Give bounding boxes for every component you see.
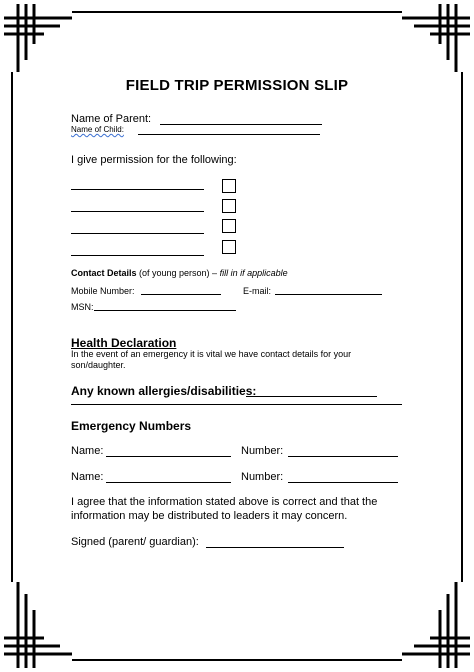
agreement-line1: I agree that the information stated above is correct and that the [71,496,378,508]
emergency-number-field[interactable] [288,456,398,457]
signature-field[interactable] [206,547,344,548]
mobile-field[interactable] [141,294,221,295]
health-declaration-heading: Health Declaration [71,336,177,350]
child-name-label: Name of Child: [71,125,124,134]
permission-line[interactable] [71,255,204,256]
contact-subtitle: (of young person) – [136,268,220,278]
health-text-line2: son/daughter. [71,360,126,370]
contact-note: fill in if applicable [219,268,288,278]
permission-checkbox[interactable] [222,240,236,254]
msn-label: MSN: [71,302,94,312]
permission-line[interactable] [71,233,204,234]
permission-line[interactable] [71,189,204,190]
emergency-number-field[interactable] [288,482,398,483]
emergency-number-label: Number: [241,445,284,457]
health-text-line1: In the event of an emergency it is vital we have contact details for your [71,349,352,359]
page-title: FIELD TRIP PERMISSION SLIP [125,77,349,94]
permission-checkbox[interactable] [222,179,236,193]
parent-name-field[interactable] [160,124,322,125]
contact-heading-text: Contact Details [71,268,137,278]
permission-checkbox[interactable] [222,219,236,233]
agreement-line2: information may be distributed to leaders it may concern. [71,510,348,522]
contact-details-heading [71,268,288,278]
emergency-name-field[interactable] [106,456,231,457]
email-label: E-mail: [243,286,272,296]
parent-name-label: Name of Parent: [71,113,152,125]
allergies-label: Any known allergies/disabilities: [71,384,257,398]
emergency-name-label: Name: [71,445,104,457]
msn-field[interactable] [94,310,236,311]
emergency-name-field[interactable] [106,482,231,483]
permission-text: I give permission for the following: [71,154,237,166]
allergies-extra-line[interactable] [71,404,402,405]
email-field[interactable] [275,294,382,295]
permission-checkbox[interactable] [222,199,236,213]
signed-label: Signed (parent/ guardian): [71,536,199,548]
allergies-field[interactable] [246,396,377,397]
mobile-label: Mobile Number: [71,286,135,296]
child-name-field[interactable] [138,134,320,135]
emergency-numbers-heading: Emergency Numbers [71,419,192,433]
permission-line[interactable] [71,211,204,212]
emergency-number-label: Number: [241,471,284,483]
emergency-name-label: Name: [71,471,104,483]
